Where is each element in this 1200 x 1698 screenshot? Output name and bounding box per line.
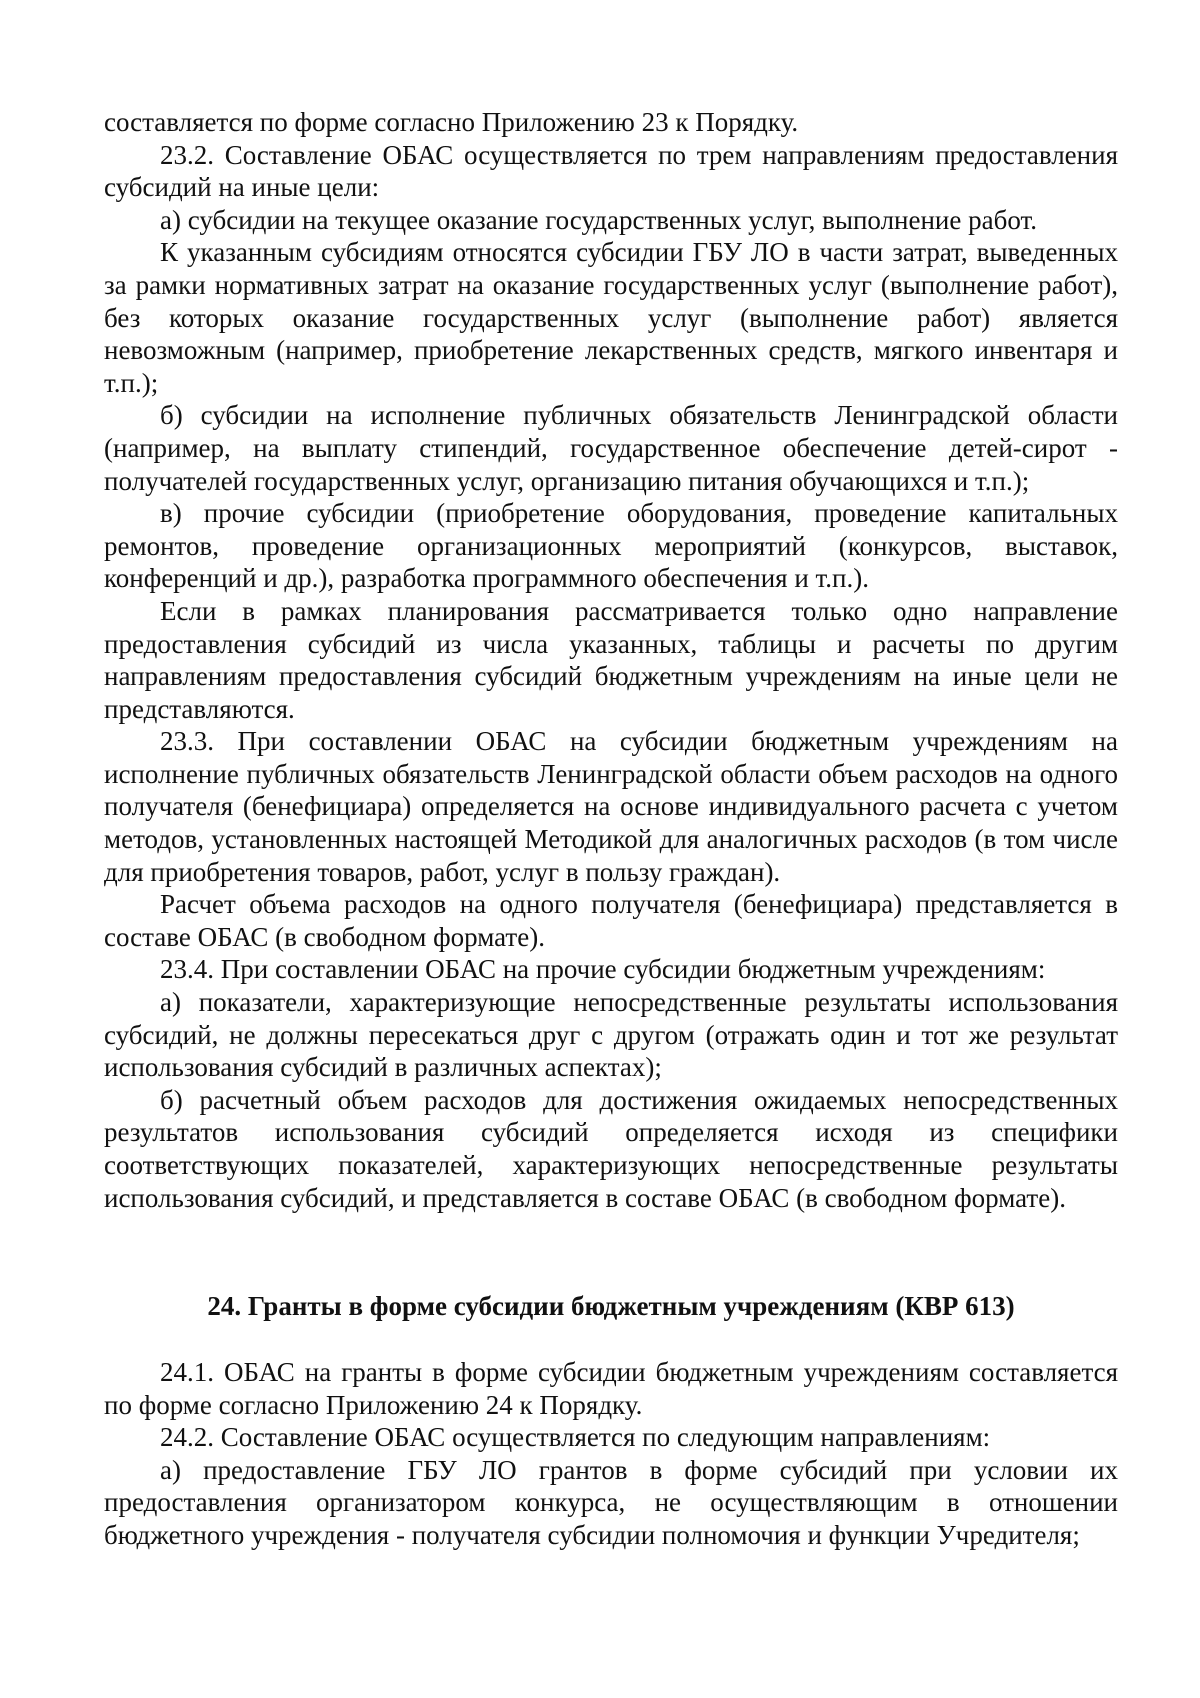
paragraph-23-4-a: а) показатели, характеризующие непосредственные результаты использования субсидий, не должны пересекаться друг с другом (отражать один и тот же результат использования субсидий в различных аспектах); <box>104 987 1118 1083</box>
paragraph-23-2-a: а) субсидии на текущее оказание государственных услуг, выполнение работ. <box>160 204 1037 235</box>
paragraph-23-4: 23.4. При составлении ОБАС на прочие субсидии бюджетным учреждениям: <box>160 954 1046 985</box>
paragraph-23-4-b: б) расчетный объем расходов для достижения ожидаемых непосредственных результатов использования субсидий определяется исходя из специфики соответствующих показателей, характеризующих непосредственные результаты использования субсидий, и представляется в составе ОБАС (в свободном формате). <box>104 1084 1118 1213</box>
section-24-text <box>104 1356 1118 1552</box>
paragraph-23-2-note: Если в рамках планирования рассматривается только одно направление предоставления субсидий из числа указанных, таблицы и расчеты по другим направлениям предоставления субсидий бюджетным учреждениям на иные цели не представляются. <box>104 595 1118 724</box>
section-23-text <box>104 106 1118 1214</box>
paragraph-23-2-c: в) прочие субсидии (приобретение оборудования, проведение капитальных ремонтов, проведение организационных мероприятий (конкурсов, выставок, конференций и др.), разработка программного обеспечения и т.п.). <box>104 498 1118 594</box>
paragraph-23-2-b: б) субсидии на исполнение публичных обязательств Ленинградской области (например, на выплату стипендий, государственное обеспечение детей-сирот - получателей государственных услуг, организацию питания обучающихся и т.п.); <box>104 400 1118 496</box>
paragraph-24-2: 24.2. Составление ОБАС осуществляется по следующим направлениям: <box>160 1422 991 1453</box>
section-24-heading: 24. Гранты в форме субсидии бюджетным учреждениям (КВР 613) <box>207 1291 1015 1321</box>
paragraph-continuation: составляется по форме согласно Приложению 23 к Порядку. <box>104 107 799 137</box>
paragraph-23-2-a-detail: К указанным субсидиям относятся субсидии ГБУ ЛО в части затрат, выведенных за рамки нормативных затрат на оказание государственных услуг (выполнение работ), без которых оказание государственных услуг (выполнение работ) является невозможным (например, приобретение лекарственных средств, мягкого инвентаря и т.п.); <box>104 237 1118 398</box>
paragraph-24-2-a: а) предоставление ГБУ ЛО грантов в форме субсидий при условии их предоставления организатором конкурса, не осуществляющим в отношении бюджетного учреждения - получателя субсидии полномочия и функции Учредителя; <box>104 1454 1118 1550</box>
paragraph-24-1: 24.1. ОБАС на гранты в форме субсидии бюджетным учреждениям составляется по форме согласно Приложению 24 к Порядку. <box>104 1357 1118 1420</box>
paragraph-23-2: 23.2. Составление ОБАС осуществляется по трем направлениям предоставления субсидий на иные цели: <box>104 139 1118 203</box>
paragraph-23-3: 23.3. При составлении ОБАС на субсидии бюджетным учреждениям на исполнение публичных обязательств Ленинградской области объем расходов на одного получателя (бенефициара) определяется на основе индивидуального расчета с учетом методов, установленных настоящей Методикой для аналогичных расходов (в том числе для приобретения товаров, работ, услуг в пользу граждан). <box>104 726 1118 887</box>
paragraph-23-3-note: Расчет объема расходов на одного получателя (бенефициара) представляется в составе ОБАС (в свободном формате). <box>104 889 1118 952</box>
